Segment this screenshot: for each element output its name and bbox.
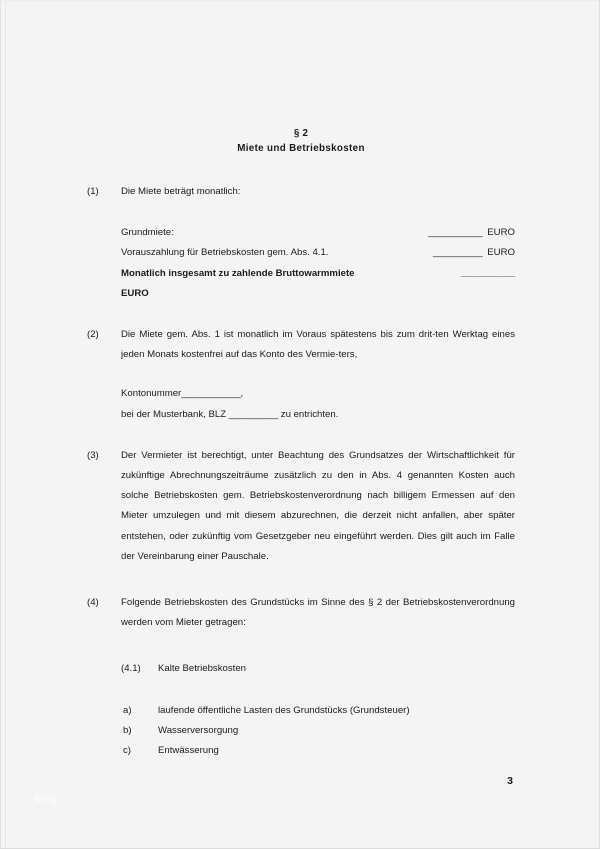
clause-3-marker: (3) bbox=[87, 449, 99, 461]
list-item-a-marker: a) bbox=[123, 704, 132, 716]
amount-row-base-rent bbox=[121, 223, 515, 243]
account-number-line bbox=[121, 384, 515, 404]
list-item-a-label: laufende öffentliche Lasten des Grundstücks (Grundsteuer) bbox=[158, 704, 410, 716]
base-rent-blank[interactable]: ___________ bbox=[427, 227, 483, 239]
account-number-suffix: , bbox=[240, 388, 244, 400]
list-item bbox=[121, 701, 515, 721]
spacer bbox=[121, 680, 515, 701]
section-number: § 2 bbox=[293, 128, 309, 139]
page-number: 3 bbox=[507, 775, 513, 787]
clause-1 bbox=[87, 182, 515, 202]
spacer bbox=[87, 156, 515, 182]
spacer bbox=[87, 567, 515, 593]
clause-2-marker: (2) bbox=[87, 329, 99, 341]
list-item bbox=[121, 741, 515, 761]
rent-amounts bbox=[87, 223, 515, 304]
subsection-4-1-marker: (4.1) bbox=[121, 663, 141, 675]
list-item bbox=[121, 721, 515, 741]
list-item-c-label: Entwässerung bbox=[158, 745, 219, 757]
operating-prepayment-label: Vorauszahlung für Betriebskosten gem. Abs. 4.1. bbox=[121, 247, 329, 259]
base-rent-label: Grundmiete: bbox=[121, 227, 174, 239]
total-gross-rent-blank[interactable]: ___________ bbox=[460, 267, 515, 279]
subsection-4-1-heading bbox=[121, 659, 515, 679]
bank-details bbox=[87, 384, 515, 424]
subsection-4-1 bbox=[87, 659, 515, 761]
bank-name-label: bei der Musterbank, BLZ bbox=[121, 408, 227, 420]
page-title bbox=[87, 1, 515, 156]
document-content bbox=[87, 1, 515, 761]
clause-3 bbox=[87, 446, 515, 567]
clause-4-text: Folgende Betriebskosten des Grundstücks im Sinne des § 2 der Betriebskostenverordnung werden vom Mieter getragen: bbox=[121, 597, 515, 629]
clause-2 bbox=[87, 325, 515, 365]
watermark: blog bbox=[35, 793, 57, 805]
section-title: Miete und Betriebskosten bbox=[237, 142, 365, 154]
total-gross-rent-currency: EURO bbox=[121, 287, 149, 299]
list-item-c-marker: c) bbox=[123, 745, 131, 757]
amount-row-total-gross-rent bbox=[121, 264, 515, 284]
spacer bbox=[87, 202, 515, 223]
clause-2-text: Die Miete gem. Abs. 1 ist monatlich im Voraus spätestens bis zum drit-ten Werktag eines jeden Monats kostenfrei auf das Konto des Vermie-ters, bbox=[121, 329, 515, 361]
operating-prepayment-currency: EURO bbox=[487, 247, 515, 259]
operating-prepayment-blank[interactable]: __________ bbox=[432, 247, 483, 259]
total-gross-rent-label: Monatlich insgesamt zu zahlende Bruttowarmmiete bbox=[121, 267, 355, 279]
clause-1-marker: (1) bbox=[87, 186, 99, 197]
account-number-label: Kontonummer bbox=[121, 388, 182, 400]
list-item-b-marker: b) bbox=[123, 724, 132, 736]
clause-4 bbox=[87, 593, 515, 633]
list-item-b-label: Wasserversorgung bbox=[158, 724, 239, 736]
amount-row-operating-prepayment bbox=[121, 243, 515, 263]
bank-line-suffix: zu entrichten. bbox=[280, 408, 339, 420]
spacer bbox=[87, 304, 515, 325]
spacer bbox=[87, 633, 515, 659]
clause-3-text: Der Vermieter ist berechtigt, unter Beachtung des Grundsatzes der Wirtschaftlichkeit für zukünftige Abrechnungszeiträume zusätzlich zu den in Abs. 4 genannten Kosten auch solche Betriebskosten gem. Betriebskostenverordnung nach billigem Ermessen auf den Mieter umzulegen und mit diesem abzurechnen, die derzeit nicht anfallen, aber später entstehen, oder zukünftig vom Gesetzgeber neu eingeführt werden. Dies gilt auch im Falle der Vereinbarung einer Pauschale. bbox=[121, 449, 515, 562]
subsection-4-1-label: Kalte Betriebskosten bbox=[158, 663, 246, 675]
clause-1-text: Die Miete beträgt monatlich: bbox=[121, 186, 241, 197]
spacer bbox=[87, 365, 515, 384]
clause-4-marker: (4) bbox=[87, 597, 99, 609]
bank-code-line bbox=[121, 405, 515, 425]
base-rent-currency: EURO bbox=[487, 227, 515, 239]
spacer bbox=[87, 425, 515, 446]
account-number-blank[interactable]: ____________ bbox=[181, 388, 241, 400]
bank-code-blank[interactable]: __________ bbox=[228, 408, 279, 420]
